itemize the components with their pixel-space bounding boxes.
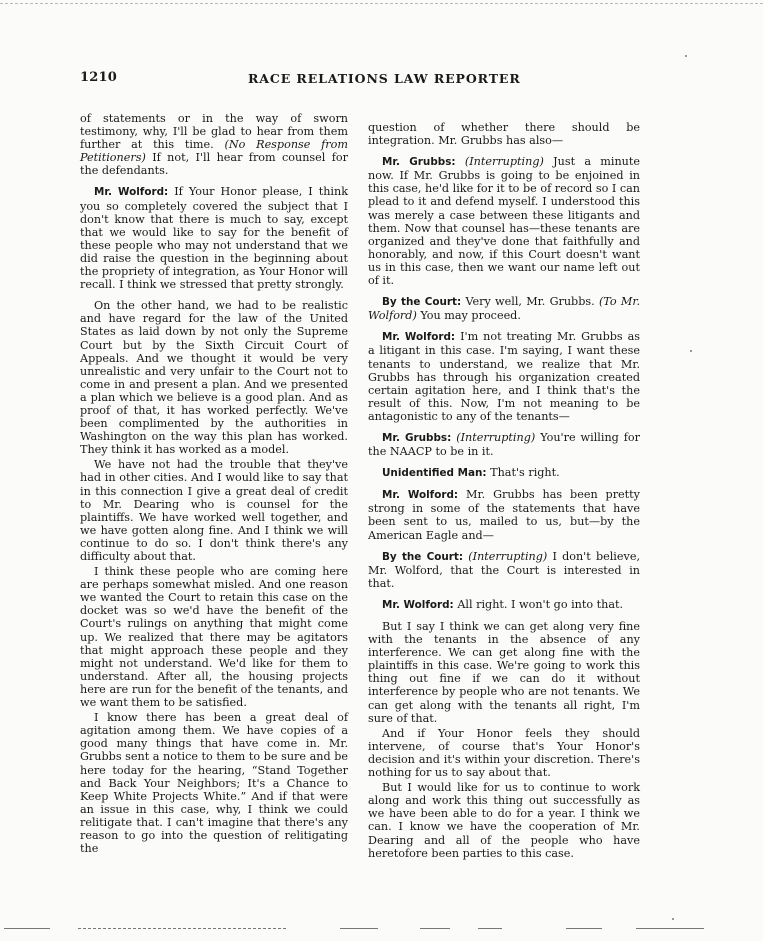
paragraph: But I say I think we can get along very fine with the tenants in the absence of any interference. We can get along fine with the plaintiffs in this case. We're going to work this thing out fine if we can do it without interference by people who are not tenants. We can get along with the tenants all right, I'm sure of that. — [368, 620, 640, 725]
paragraph — [368, 295, 640, 322]
text-run: If not, I'll hear from counsel for the defendants. — [80, 151, 348, 178]
text-run: of statements or in the way of sworn testimony, why, I'll be glad to hear from them further at this time. — [80, 112, 348, 152]
rule-segment — [420, 928, 450, 929]
paragraph: But I would like for us to continue to work along and work this thing out successfully as we have been able to do for a year. I think we can. I know we have the cooperation of Mr. Dearing and all of the people who have heretofore been parties to this case. — [368, 781, 640, 860]
text-run: Just a minute now. If Mr. Grubbs is going to be enjoined in this case, he'd like for it to be of record so I can plead to it and defend myself. I understood this was merely a case between these litigants and them. Now that counsel has—these tenants are organized and they've done that faithfully and honorably, and now, if this Court doesn't want us in this case, then we want our name left out of it. — [368, 155, 640, 288]
italic-aside: (Interrupting) — [468, 549, 548, 563]
paragraph — [368, 155, 640, 287]
speaker-label: Mr. Wolford: — [382, 331, 456, 344]
scan-bottom-rules — [0, 928, 763, 934]
speaker-label: By the Court: — [382, 296, 462, 309]
left-column — [80, 112, 348, 857]
paragraph — [80, 112, 348, 177]
paragraph: And if Your Honor feels they should intervene, of course that's Your Honor's decision and it's within your discretion. There's nothing for us to say about that. — [368, 726, 640, 780]
text-run: Very well, Mr. Grubbs. — [465, 295, 599, 309]
paragraph: I think these people who are coming here are perhaps somewhat misled. And one reason we wanted the Court to retain this case on the docket was so we'd have the benefit of the Court's rulings on anything that might come up. We realized that there may be agitators that might approach these people and they might not understand. We'd like for them to understand. After all, the housing projects here are run for the benefit of the tenants, and we want them to be satisfied. — [80, 565, 348, 710]
scan-speck — [685, 55, 687, 57]
text-run: I don't believe, Mr. Wolford, that the Court is interested in that. — [368, 549, 641, 590]
italic-aside: (Interrupting) — [456, 430, 536, 444]
text-run: You're willing for the NAACP to be in it. — [368, 430, 640, 459]
scan-top-border — [0, 3, 763, 4]
speaker-label: By the Court: — [382, 550, 464, 563]
paragraph — [368, 550, 640, 590]
speaker-label: Unidentified Man: — [382, 467, 487, 480]
rule-segment — [478, 928, 502, 929]
speaker-label: Mr. Wolford: — [382, 598, 454, 611]
paragraph-text — [368, 155, 640, 287]
rule-segment — [78, 928, 286, 929]
scan-speck — [672, 918, 674, 920]
paragraph: I know there has been a great deal of agitation among them. We have copies of a good many things that have come in. Mr. Grubbs sent a notice to them to be sure and be here today for the hearing, “Stand Together and Back Your Neighbors; It's a Chance to Keep White Projects White.” And if that were an issue in this case, why, I think we could relitigate that. I can't imagine that there's any reason to go into the question of relitigating the — [80, 711, 348, 856]
italic-aside: (To Mr. Wolford) — [368, 295, 641, 323]
text-run: You may proceed. — [416, 309, 521, 323]
paragraph — [368, 488, 640, 541]
rule-segment — [566, 928, 602, 929]
paragraph — [368, 466, 640, 480]
rule-segment — [340, 928, 378, 929]
paragraph-text: That's right. — [490, 466, 560, 480]
paragraph — [368, 330, 640, 423]
paragraph — [368, 598, 640, 612]
speaker-label: Mr. Grubbs: — [382, 431, 452, 444]
speaker-label: Mr. Wolford: — [382, 489, 459, 502]
speaker-label: Mr. Grubbs: — [382, 156, 456, 169]
paragraph-text: Mr. Grubbs has been pretty strong in some of the statements that have been sent to us, mailed to us, but—by the American Eagle and— — [368, 488, 640, 542]
italic-aside: (Interrupting) — [464, 155, 544, 169]
paragraph — [80, 185, 348, 291]
page-header — [80, 70, 640, 90]
running-title: RACE RELATIONS LAW REPORTER — [248, 71, 521, 86]
paragraph: question of whether there should be integration. Mr. Grubbs has also— — [368, 121, 640, 148]
page-number: 1210 — [80, 70, 117, 85]
scan-speck — [690, 350, 692, 352]
right-column — [368, 121, 640, 862]
paragraph-text: I'm not treating Mr. Grubbs as a litigant in this case. I'm saying, I want these tenants to understand, we realize that Mr. Grubbs has through his organization created certain agitation here, and I think that's the result of this. Now, I'm not meaning to be antagonistic to any of the tenants— — [368, 330, 640, 423]
rule-segment — [636, 928, 704, 929]
rule-segment — [4, 928, 50, 929]
speaker-label: Mr. Wolford: — [94, 186, 169, 199]
italic-aside: (No Response from Petitioners) — [80, 138, 348, 165]
paragraph — [368, 431, 640, 458]
paragraph: On the other hand, we had to be realistic and have regard for the law of the United States as laid down by not only the Supreme Court but by the Sixth Circuit Court of Appeals. And we thought it would be very unrealistic and very unfair to the Court not to come in and present a plan. And we presented a plan which we believe is a good plan. And as proof of that, it has worked perfectly. We've been complimented by the authorities in Washington on the way this plan has worked. They think it has worked as a model. — [80, 299, 348, 457]
paragraph: We have not had the trouble that they've had in other cities. And I would like to say that in this connection I give a great deal of credit to Mr. Dearing who is counsel for the plaintiffs. We have worked well together, and we have gotten along fine. And I think we will continue to do so. I don't think there's any difficulty about that. — [80, 458, 348, 563]
paragraph-text: If Your Honor please, I think you so completely covered the subject that I don't know that there is much to say, except that we would like to say for the benefit of these people who may not understand that we did raise the question in the beginning about the propriety of integration, as Your Honor will recall. I think we stressed that pretty strongly. — [80, 185, 348, 292]
paragraph-text: All right. I won't go into that. — [457, 597, 624, 611]
